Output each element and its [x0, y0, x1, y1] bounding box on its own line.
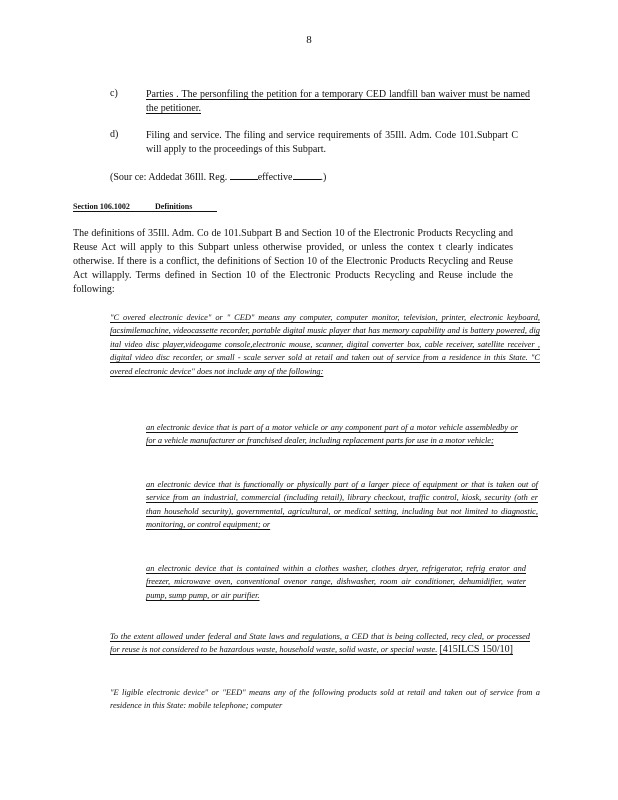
exclusion-larger-equipment: an electronic device that is functionally or physically part of a larger piece of equipment or that is taken out of service from an industrial, commercial (including retail), library checkout, traffic control, kiosk, security (oth er than household security), governmental, agricultural, or medical setting, including but not limited to diagnostic, monitoring, or control equipment; or — [146, 480, 538, 530]
item-label-c: c) — [110, 88, 118, 99]
extent-text: To the extent allowed under federal and State laws and regulations, a CED that is being collected, recy cled, or processed for reuse is not considered to be hazardous waste, household waste, solid waste, or special waste. — [110, 632, 530, 655]
section-title: Definitions — [155, 202, 217, 212]
eed-definition: "E ligible electronic device" or "EED" means any of the following products sold at retail and taken out of service from a residence in this State: mobile telephone; computer — [110, 688, 540, 711]
exclusion-motor-vehicle: an electronic device that is part of a motor vehicle or any component part of a motor vehicle assembledby or for a vehicle manufacturer or franchised dealer, including replacement parts for use in a motor vehicle; — [146, 423, 518, 446]
intro-paragraph: The definitions of 35Ill. Adm. Co de 101.Subpart B and Section 10 of the Electronic Products Recycling and Reuse Act will apply to this Subpart unless otherwise provided, or unless the contex t clearly indicates otherwise. If there is a conflict, the definitions of Section 10 of the Electronic Products Recycling and Reuse Act willapply. Terms defined in Section 10 of the Electronic Products Recycling and Reuse include the following: — [73, 228, 513, 295]
section-number: Section 106.1002 — [73, 202, 155, 212]
item-text-c: Parties . The personfiling the petition for a temporary CED landfill ban waiver must be named the petitioner. — [146, 89, 530, 114]
extent-citation: [415ILCS 150/10] — [439, 644, 514, 656]
source-note — [110, 171, 326, 185]
source-note-prefix: (Sour ce: Addedat 36Ill. Reg. — [110, 172, 228, 183]
source-note-suffix: .) — [320, 172, 327, 183]
section-heading — [73, 202, 217, 212]
item-label-d: d) — [110, 129, 119, 140]
ced-definition: "C overed electronic device" or " CED" means any computer, computer monitor, television, printer, electronic keyboard, facsimilemachine, videocassette recorder, portable digital music player that has memory capability and is battery powered, dig ital video disc player,videogame console,electronic mouse, scanner, digital converter box, cable receiver, satellite receiver , digital video disc recorder, or small - scale server sold at retail and taken out of service from a residence in this State. "C overed electronic device" does not include any of the following: — [110, 313, 540, 376]
extent-paragraph — [110, 630, 530, 657]
page-number: 8 — [306, 34, 312, 46]
source-note-mid: effective — [257, 172, 293, 183]
source-note-blank-1 — [230, 171, 258, 180]
item-text-d: Filing and service. The filing and service requirements of 35Ill. Adm. Code 101.Subpart C will apply to the proceedings of this Subpart. — [146, 130, 518, 155]
exclusion-appliance: an electronic device that is contained within a clothes washer, clothes dryer, refrigerator, refrig erator and freezer, microwave oven, conventional ovenor range, dishwasher, room air conditioner, dehumidifier, water pump, sump pump, or air purifier. — [146, 564, 526, 600]
source-note-blank-2 — [293, 171, 321, 180]
